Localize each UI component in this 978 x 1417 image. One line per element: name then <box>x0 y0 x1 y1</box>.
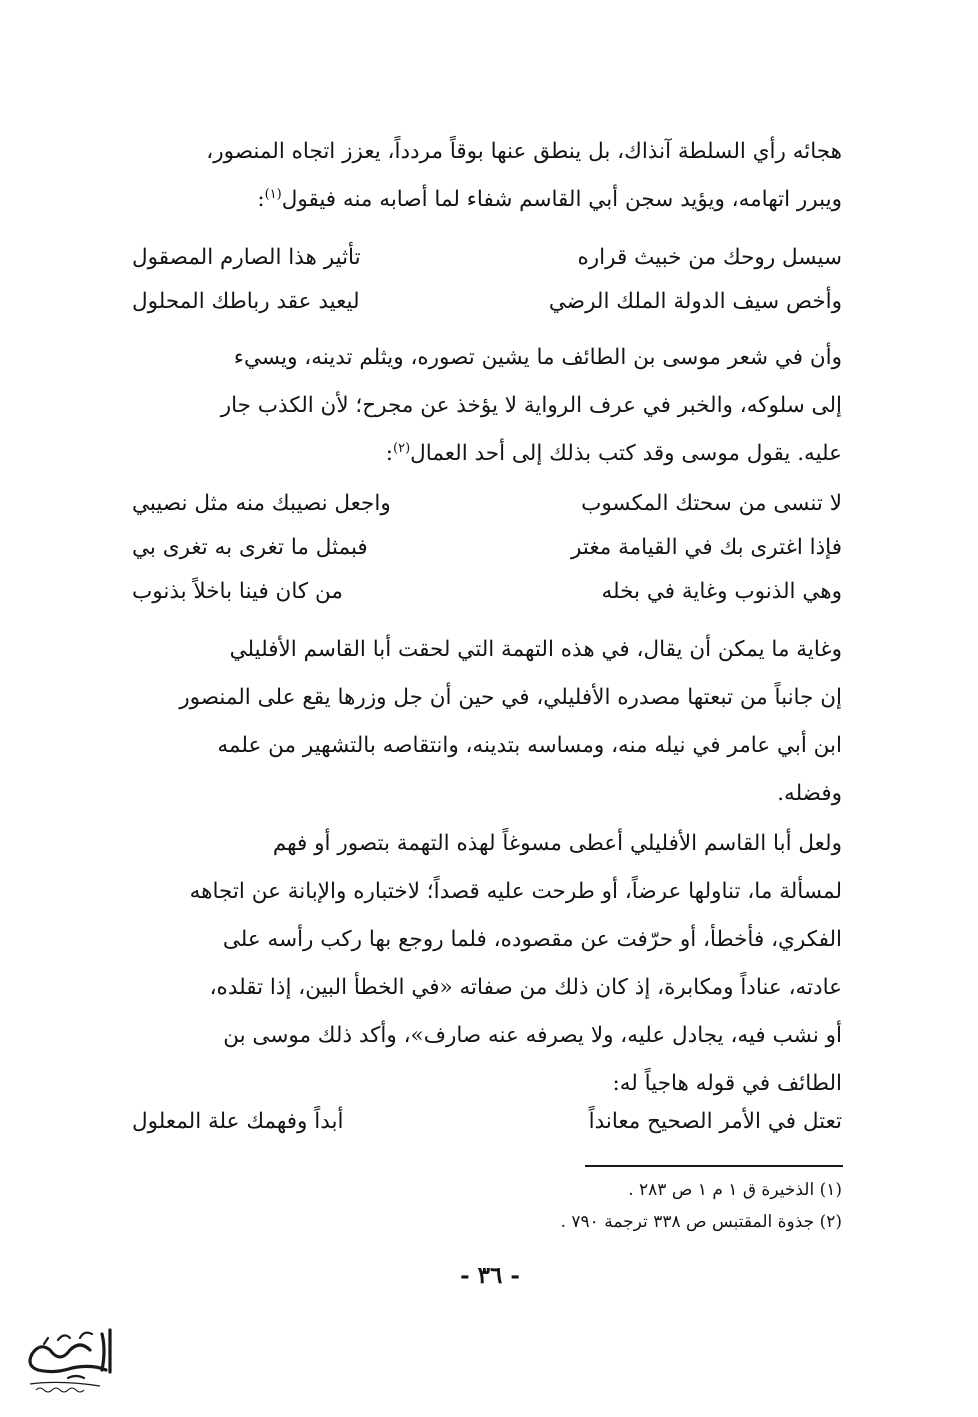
verse-block-2 <box>132 482 842 614</box>
text-line: الفكري، فأخطأ، أو حرّفت عن مقصوده، فلما روجع بها ركب رأسه على <box>222 927 842 952</box>
text-line: إن جانباً من تبعتها مصدره الأفليلي، في حين أن جل وزرها يقع على المنصور <box>179 685 842 710</box>
verse-second-hemistich: من كان فينا باخلاً بذنوب <box>132 579 343 604</box>
verse-second-hemistich: واجعل نصيبك منه مثل نصيبي <box>132 491 391 516</box>
text-line: وأن في شعر موسى بن الطائف ما يشين تصوره، ويثلم تدينه، ويسيء <box>233 345 842 370</box>
verse-first-hemistich: لا تنسى من سحتك المكسوب <box>581 491 842 516</box>
verse-line <box>132 1100 842 1144</box>
verse-first-hemistich: وأخص سيف الدولة الملك الرضي <box>548 289 842 314</box>
verse-first-hemistich: سيسل روحك من خبيث قراره <box>577 245 842 270</box>
footnote-2: (٢) جذوة المقتبس ص ٣٣٨ ترجمة ٧٩٠ . <box>560 1212 842 1232</box>
verse-first-hemistich: تعتل في الأمر الصحيح معانداً <box>588 1109 842 1134</box>
verse-second-hemistich: فبمثل ما تغرى به تغرى بي <box>132 535 368 560</box>
footnote-ref-2: (٢) <box>393 440 411 456</box>
page-number: - ٣٦ - <box>460 1262 520 1289</box>
text-line: ولعل أبا القاسم الأفليلي أعطى مسوغاً لهذه التهمة بتصور أو فهم <box>272 831 842 856</box>
verse-line <box>132 236 842 280</box>
verse-line <box>132 570 842 614</box>
text-line: ابن أبي عامر في نيله منه، ومساسه بتدينه، وانتقاصه بالتشهير من علمه <box>217 733 842 758</box>
text-line: وغاية ما يمكن أن يقال، في هذه التهمة التي لحقت أبا القاسم الأفليلي <box>229 637 842 662</box>
verse-second-hemistich: تأثير هذا الصارم المصقول <box>132 245 361 270</box>
watermark-logo-icon <box>10 1320 130 1400</box>
verse-block-1 <box>132 236 842 324</box>
verse-block-3 <box>132 1100 842 1144</box>
footnote-1: (١) الذخيرة ق ١ م ١ ص ٢٨٣ . <box>628 1180 842 1200</box>
colon: : <box>385 441 394 466</box>
verse-first-hemistich: وهي الذنوب وغاية في بخله <box>601 579 842 604</box>
text-line: عادته، عناداً ومكابرة، إذ كان ذلك من صفاته «في الخطأ البين، إذا تقلده، <box>209 975 842 1000</box>
paragraph-2 <box>132 334 842 478</box>
text-line: لمسألة ما، تناولها عرضاً، أو طرحت عليه قصداً؛ لاختباره والإبانة عن اتجاهه <box>189 879 842 904</box>
paragraph-3 <box>132 626 842 818</box>
text-line: وفضله. <box>777 781 842 806</box>
text-line <box>132 430 842 478</box>
text-line-body: عليه. يقول موسى وقد كتب بذلك إلى أحد العمال <box>410 441 842 466</box>
footnote-divider <box>585 1165 843 1167</box>
paragraph-4 <box>132 820 842 1108</box>
verse-line <box>132 482 842 526</box>
text-line: أو نشب فيه، يجادل عليه، ولا يصرفه عنه صارف»، وأكد ذلك موسى بن <box>223 1023 842 1048</box>
colon: : <box>257 187 265 212</box>
verse-line <box>132 526 842 570</box>
paragraph-1 <box>132 128 842 224</box>
text-line: هجائه رأي السلطة آنذاك، بل ينطق عنها بوقاً مردداً، يعزز اتجاه المنصور، <box>206 139 842 164</box>
text-line-body: ويبرر اتهامه، ويؤيد سجن أبي القاسم شفاء لما أصابه منه فيقول <box>281 187 842 212</box>
footnote-ref-1: (١) <box>264 186 282 202</box>
text-line: الطائف في قوله هاجياً له: <box>612 1071 842 1096</box>
verse-second-hemistich: أبداً وفهمك علة المعلول <box>132 1109 344 1134</box>
text-line <box>132 176 842 224</box>
verse-line <box>132 280 842 324</box>
text-line: إلى سلوكه، والخبر في عرف الرواية لا يؤخذ عن مجرح؛ لأن الكذب جار <box>220 393 842 418</box>
footnotes <box>480 1174 842 1238</box>
verse-second-hemistich: ليعيد عقد رباطك المحلول <box>132 289 360 314</box>
verse-first-hemistich: فإذا اغترى بك في القيامة مغتر <box>571 535 842 560</box>
